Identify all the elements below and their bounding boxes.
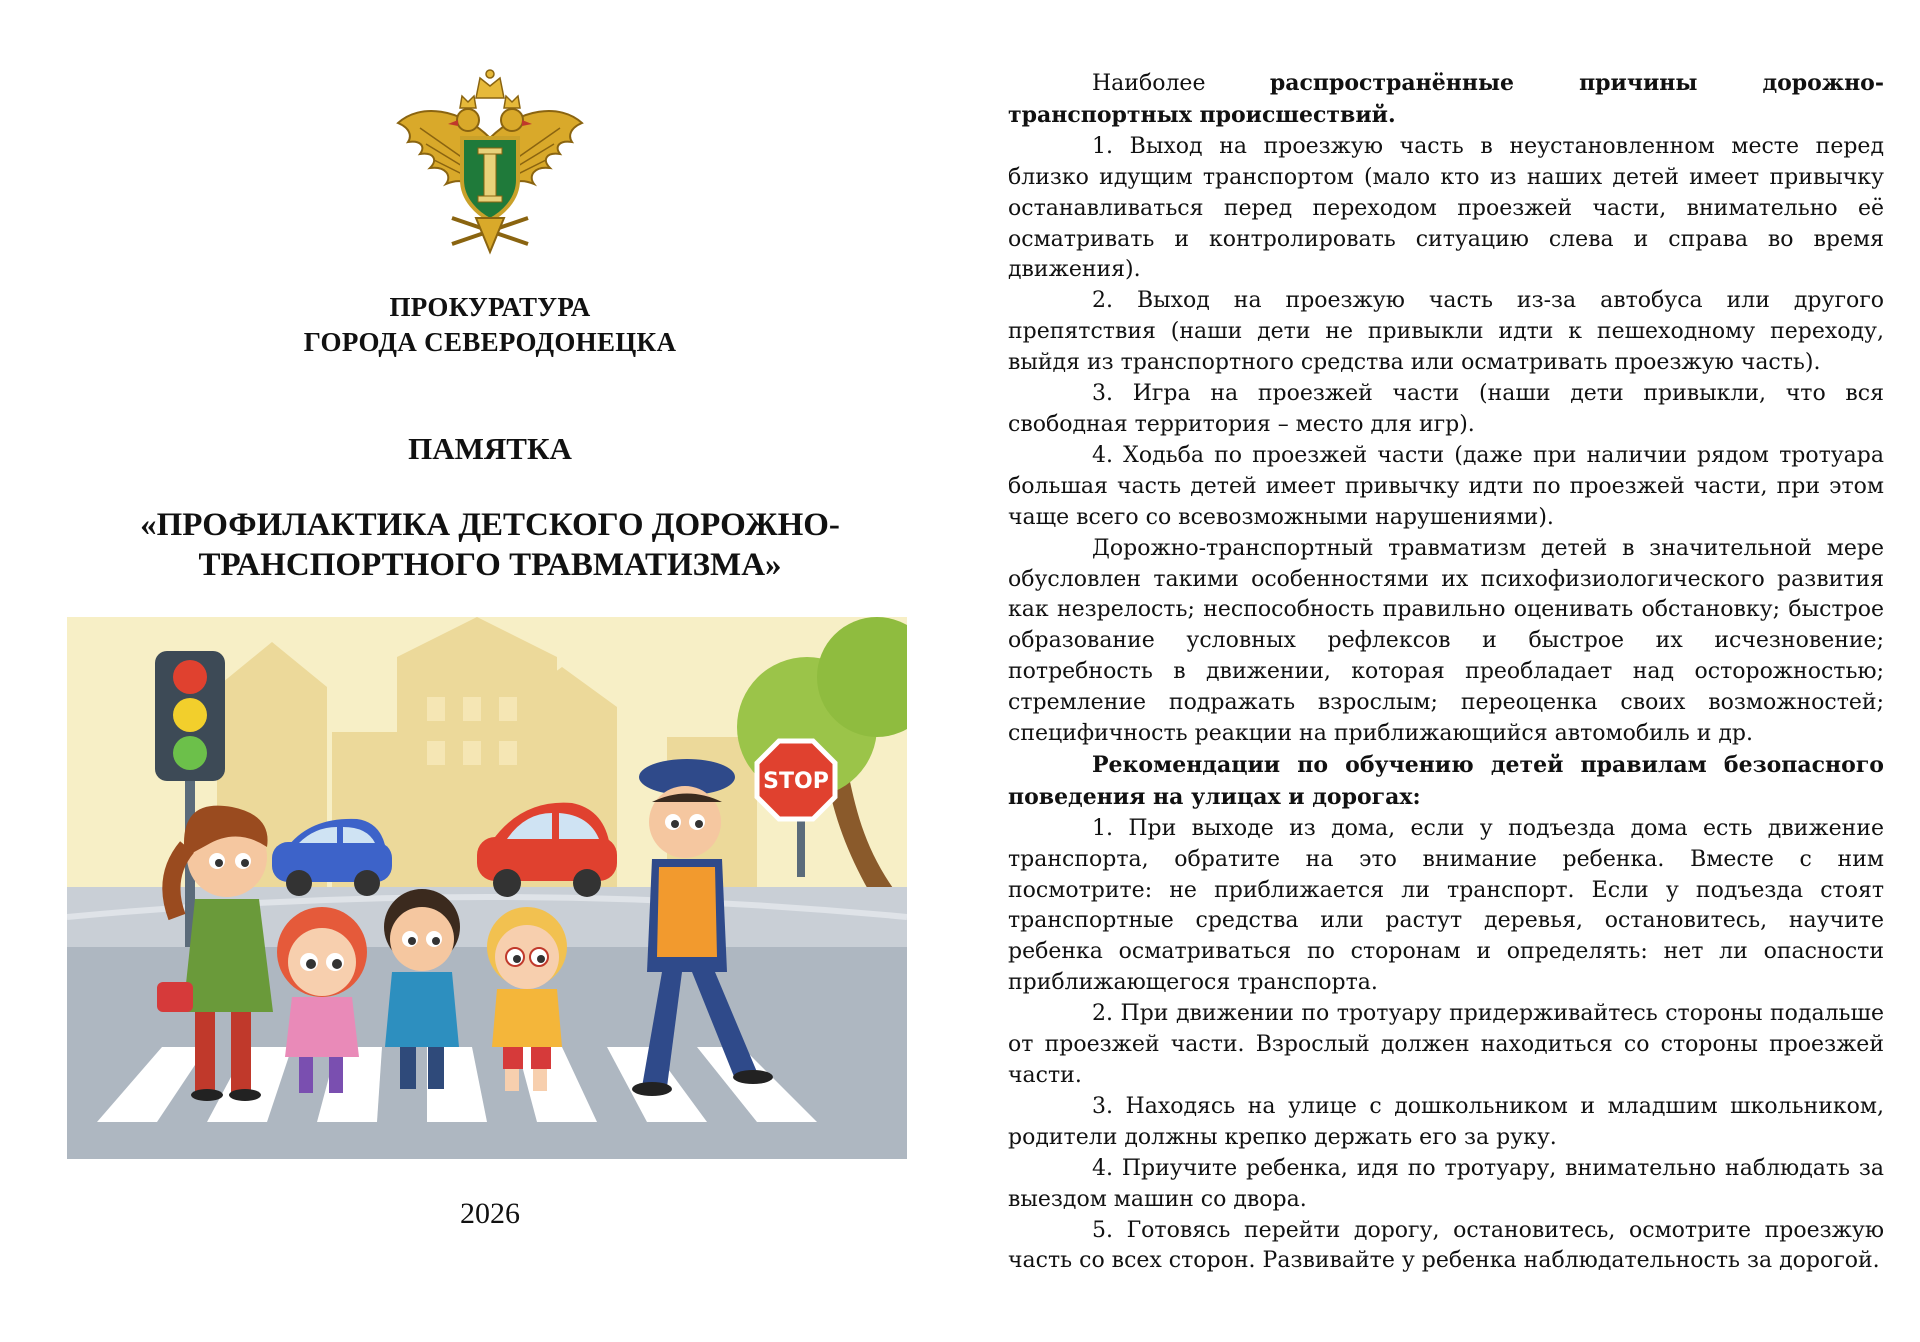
road-safety-illustration	[67, 617, 907, 1159]
cause-item-3: 3. Игра на проезжей части (наши дети привыкли, что вся свободная территория – место для игр).	[1008, 381, 1884, 437]
memo-subtitle-line-2: ТРАНСПОРТНОГО ТРАВМАТИЗМА»	[198, 547, 782, 583]
cause-item-4: 4. Ходьба по проезжей части (даже при наличии рядом тротуара большая часть детей имеет привычку идти по проезжей части, при этом чаще всего со всевозможными нарушениями).	[1008, 442, 1884, 530]
trauma-paragraph: Дорожно-транспортный травматизм детей в значительной мере обусловлен такими особенностями их психофизиологического развития как незрелость; неспособность правильно оценивать обстановку; быстрое образование условных рефлексов и быстрое их исчезновение; потребность в движении, которая преобладает над осторожностью; стремление подражать взрослым; переоценка своих возможностей; специфичность реакции на приближающийся автомобиль и др.	[1008, 535, 1884, 747]
recommendation-item-1: 1. При выходе из дома, если у подъезда дома есть движение транспорта, обратите на это внимание ребенка. Вместе с ним посмотрите: не приближается ли транспорт. Если у подъезда стоят транспортные средства или растут деревья, остановитесь, научите ребенка осматриваться по сторонам и определять: нет ли опасности приближающегося транспорта.	[1008, 815, 1884, 996]
prosecutor-emblem-icon	[390, 68, 590, 258]
publication-year: 2026	[460, 1197, 520, 1230]
causes-heading	[1008, 68, 1884, 132]
recommendations-heading	[1008, 750, 1884, 814]
memo-subtitle	[80, 505, 900, 585]
causes-heading-prefix: Наиболее	[1092, 71, 1270, 96]
cause-item-1: 1. Выход на проезжую часть в неустановленном месте перед близко идущим транспортом (мало кто из наших детей имеет привычку останавливаться перед переходом проезжей части, внимательно её осматривать и контролировать ситуацию слева и справа во время движения).	[1008, 133, 1884, 283]
recommendation-item-4: 4. Приучите ребенка, идя по тротуару, внимательно наблюдать за выездом машин со двора.	[1008, 1155, 1884, 1212]
recommendation-item-3: 3. Находясь на улице с дошкольником и младшим школьником, родители должны крепко держать его за руку.	[1008, 1093, 1884, 1150]
recommendation-item-5: 5. Готовясь перейти дорогу, остановитесь, осмотрите проезжую часть со всех сторон. Развивайте у ребенка наблюдательность за дорогой.	[1008, 1217, 1884, 1274]
memo-title: ПАМЯТКА	[408, 431, 572, 466]
organization-line-1: ПРОКУРАТУРА	[389, 292, 591, 322]
recommendations-heading-text: Рекомендации по обучению детей правилам безопасного поведения на улицах и дорогах:	[1008, 751, 1884, 810]
recommendation-item-2: 2. При движении по тротуару придерживайтесь стороны подальше от проезжей части. Взрослый должен находиться со стороны проезжей части.	[1008, 1001, 1884, 1088]
stop-sign-text: STOP	[763, 769, 829, 794]
organization-name	[160, 290, 820, 360]
cause-item-2: 2. Выход на проезжую часть из-за автобуса или другого препятствия (наши дети не привыкли идти к пешеходному переходу, выйдя из транспортного средства или осматривать проезжую часть).	[1008, 288, 1884, 376]
causes-heading-bold: распространённые причины дорожно-транспортных происшествий.	[1008, 70, 1884, 128]
memo-subtitle-line-1: «ПРОФИЛАКТИКА ДЕТСКОГО ДОРОЖНО-	[140, 507, 840, 543]
organization-line-2: ГОРОДА СЕВЕРОДОНЕЦКА	[303, 327, 677, 357]
memo-text-panel	[1008, 68, 1884, 1277]
